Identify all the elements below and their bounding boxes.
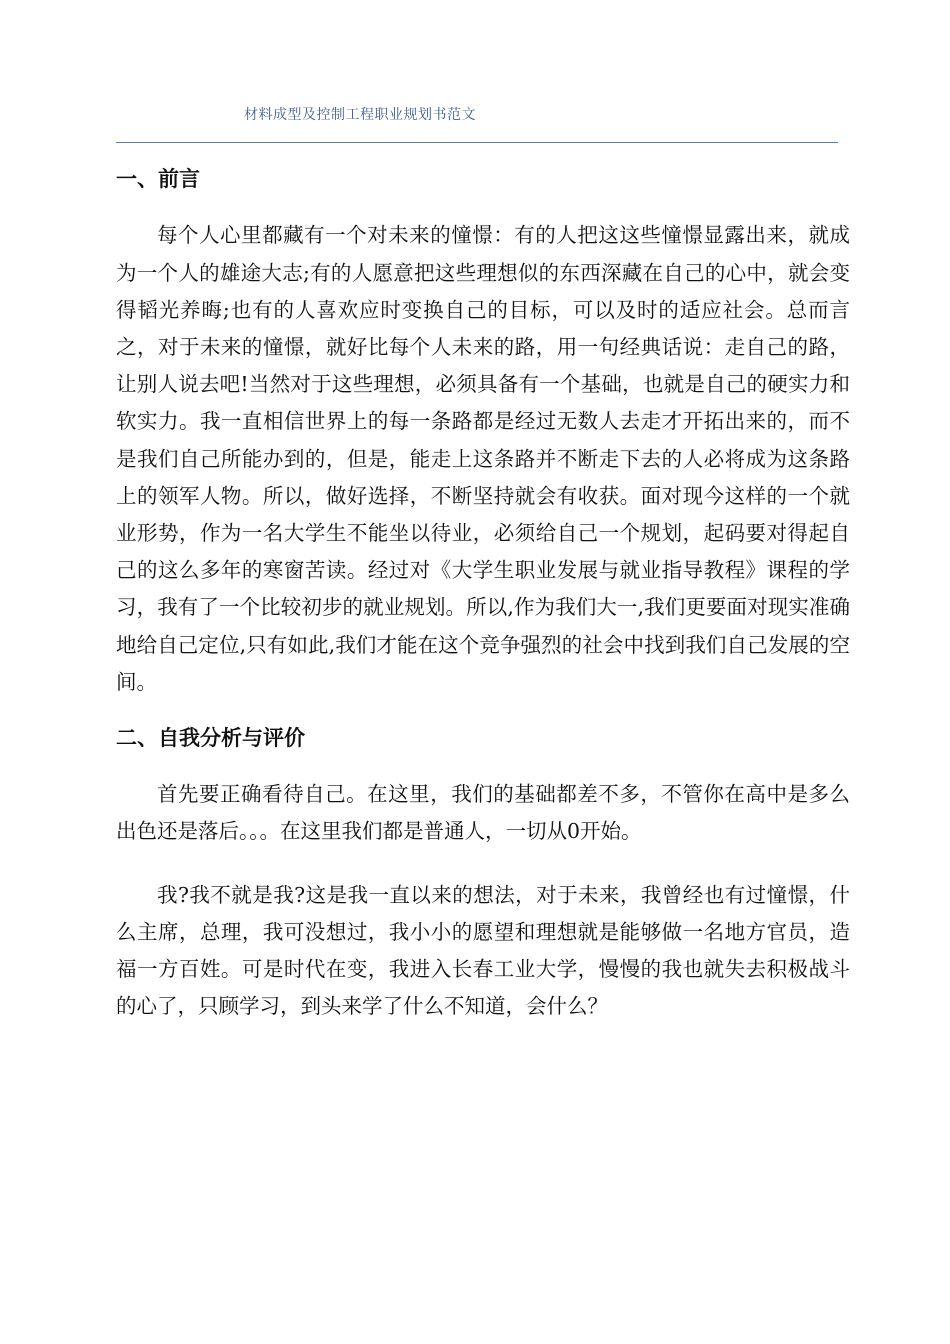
section-heading-self-analysis: 二、自我分析与评价 (116, 725, 305, 750)
section-heading-preface: 一、前言 (116, 167, 200, 191)
header-divider (116, 142, 838, 143)
self-analysis-paragraph-1: 首先要正确看待自己。在这里，我们的基础都差不多，不管你在高中是多么出色还是落后。。。在这里我们都是普通人，一切从0开始。 (116, 782, 850, 844)
preface-paragraph: 每个人心里都藏有一个对未来的憧憬：有的人把这这些憧憬显露出来，就成为一个人的雄途大志;有的人愿意把这些理想似的东西深藏在自己的心中，就会变得韬光养晦;也有的人喜欢应时变换自己的目标，可以及时的适应社会。总而言之，对于未来的憧憬，就好比每个人未来的路，用一句经典话说：走自己的路，让别人说去吧!当然对于这些理想，必须具备有一个基础，也就是自己的硬实力和软实力。我一直相信世界上的每一条路都是经过无数人去走才开拓出来的，而不是我们自己所能办到的，但是，能走上这条路并不断走下去的人必将成为这条路上的领军人物。所以，做好选择，不断坚持就会有收获。面对现今这样的一个就业形势，作为一名大学生不能坐以待业，必须给自己一个规划，起码要对得起自己的这么多年的寒窗苦读。经过对《大学生职业发展与就业指导教程》课程的学习，我有了一个比较初步的就业规划。所以,作为我们大一,我们更要面对现实准确地给自己定位,只有如此,我们才能在这个竞争强烈的社会中找到我们自己发展的空间。 (116, 223, 850, 694)
document-body (116, 160, 850, 1049)
self-analysis-paragraph-2: 我?我不就是我?这是我一直以来的想法，对于未来，我曾经也有过憧憬，什么主席，总理，我可没想过，我小小的愿望和理想就是能够做一名地方官员，造福一方百姓。可是时代在变，我进入长春工业大学，慢慢的我也就失去积极战斗的心了，只顾学习，到头来学了什么不知道，会什么？ (116, 882, 850, 1019)
page-header-title: 材料成型及控制工程职业规划书范文 (244, 107, 476, 123)
